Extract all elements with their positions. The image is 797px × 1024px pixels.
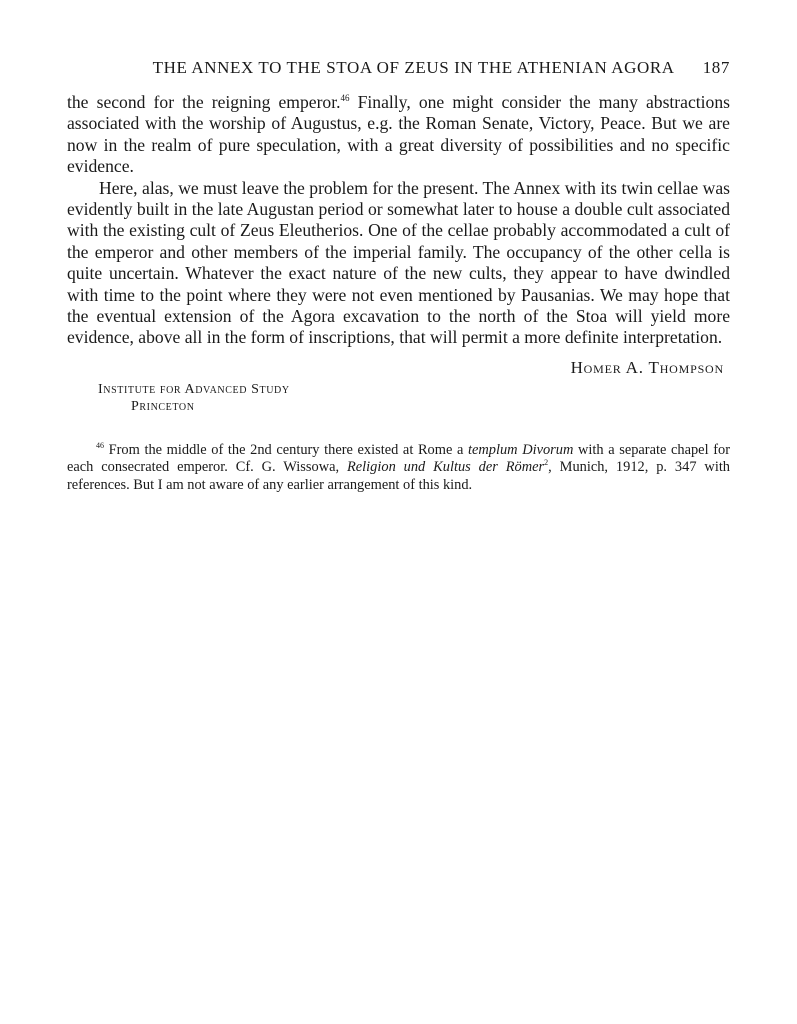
footnote-italic-templum: templum Divorum xyxy=(468,441,574,458)
running-title: THE ANNEX TO THE STOA OF ZEUS IN THE ATHENIAN AGORA xyxy=(152,58,675,77)
body-text xyxy=(67,92,730,349)
author-signature: Homer A. Thompson xyxy=(570,357,724,377)
footnote-text-a: From the middle of the 2nd century there existed at Rome a xyxy=(104,441,468,458)
affiliation-institute: Institute for Advanced Study xyxy=(98,381,290,397)
footnote-text xyxy=(67,442,730,495)
footnote-46 xyxy=(67,442,730,495)
paragraph-1-text-a: the second for the reigning emperor. xyxy=(67,92,341,112)
footnote-ref-46[interactable]: 46 xyxy=(340,93,350,103)
running-head xyxy=(67,58,730,82)
affiliation-city: Princeton xyxy=(131,398,195,414)
paragraph-2: Here, alas, we must leave the problem for the present. The Annex with its twin cellae was evidently built in the late Augustan period or somewhat later to house a double cult associated with the existing cult of Zeus Eleutherios. One of the cellae probably accommodated a cult of the emperor and other members of the imperial family. The occupancy of the other cella is quite uncertain. Whatever the exact nature of the new cults, they appear to have dwindled with time to the point where they were not even mentioned by Pausanias. We may hope that the eventual extension of the Agora excavation to the north of the Stoa will yield more evidence, above all in the form of inscriptions, that will permit a more definite interpretation. xyxy=(67,177,730,348)
paragraph-1 xyxy=(67,92,730,178)
footnote-number: 46 xyxy=(96,440,104,450)
page-number: 187 xyxy=(702,58,730,77)
page xyxy=(67,58,730,495)
footnote-italic-title: Religion und Kultus der Römer xyxy=(347,459,545,476)
footnote-text-b: with a separate chapel for each consecrated emperor. Cf. G. Wissowa, xyxy=(67,441,730,476)
paragraph-1-text-b: Finally, one might consider the many abstractions associated with the worship of Augustus, e.g. the Roman Senate, Victory, Peace. But we are now in the realm of pure speculation, with a great diversity of possibilities and no specific evidence. xyxy=(67,92,730,177)
footnote-edition-superscript: 2 xyxy=(544,458,549,468)
author-affiliation xyxy=(98,381,730,415)
footnote-text-c: , Munich, 1912, p. 347 with references. But I am not aware of any earlier arrangement of this kind. xyxy=(67,459,731,494)
